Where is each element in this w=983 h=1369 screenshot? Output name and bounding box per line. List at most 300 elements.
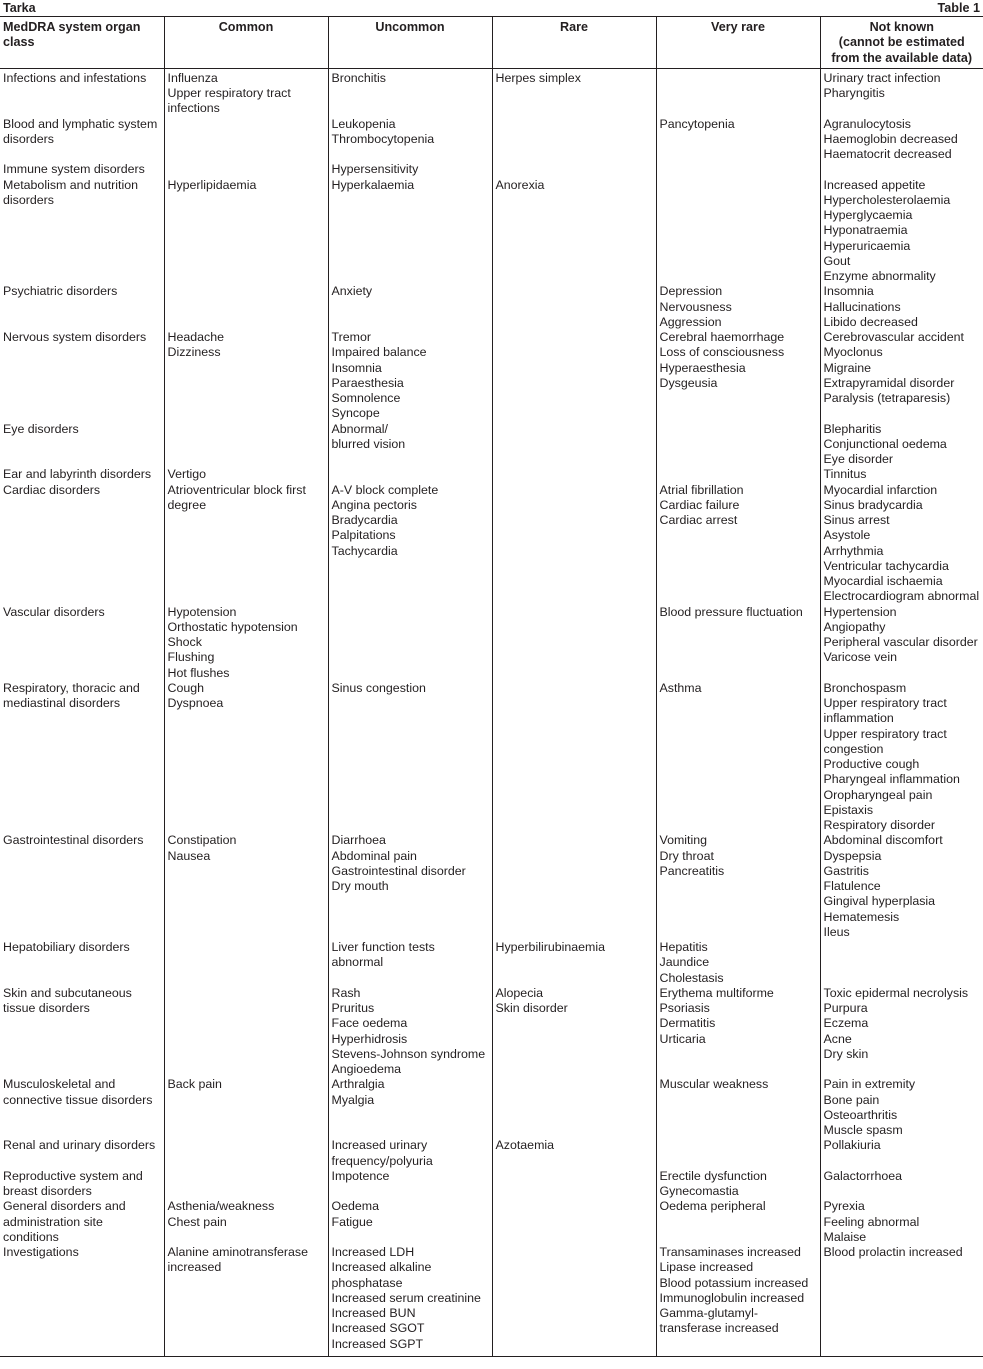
reaction-term: Nervousness [659,299,732,314]
reaction-term: Haemoglobin decreased [823,131,958,146]
product-name: Tarka [3,1,36,15]
reaction-term: Eye disorder [823,452,894,467]
reaction-term: Cardiac arrest [659,513,738,528]
soc-cell: Investigations [0,1245,164,1356]
reaction-term: Hyperuricaemia [823,238,911,253]
uncommon-cell [328,833,492,940]
table-header-row [0,17,983,68]
uncommon-cell [328,467,492,482]
table-number: Table 1 [937,1,980,15]
table-row [0,422,983,468]
not-known-cell [820,605,983,681]
uncommon-cell [328,1077,492,1138]
reaction-term: Respiratory disorder [823,818,936,833]
reaction-term: Acne [823,1031,852,1046]
reaction-term: Loss of consciousness [659,345,785,360]
reaction-term: Dry skin [823,1046,869,1061]
reaction-term: Oedema [331,1199,380,1214]
reaction-term: Fatigue [331,1214,373,1229]
reaction-term: Galactorrhoea [823,1168,903,1183]
rare-cell [492,605,656,681]
uncommon-cell [328,162,492,177]
table-row [0,467,983,482]
rare-cell [492,330,656,422]
not-known-cell [820,330,983,422]
reaction-term: Flushing [167,650,215,665]
reaction-term: Upper respiratory tract inflammation [823,696,947,726]
reaction-term: Atrioventricular block first degree [167,482,306,512]
uncommon-cell [328,605,492,681]
not-known-cell [820,117,983,163]
soc-cell: Eye disorders [0,422,164,468]
uncommon-cell [328,117,492,163]
reaction-term: Bronchospasm [823,680,907,695]
not-known-cell [820,986,983,1078]
reaction-term: Diarrhoea [331,833,386,848]
uncommon-cell [328,1199,492,1245]
reaction-term: Insomnia [331,360,382,375]
common-cell [164,1138,328,1169]
reaction-term: Muscular weakness [659,1077,769,1092]
reaction-term: Sinus bradycardia [823,497,923,512]
reaction-term: Urticaria [659,1031,706,1046]
rare-cell [492,117,656,163]
reaction-term: Abdominal pain [331,848,417,863]
reaction-term: Immunoglobulin increased [659,1290,805,1305]
column-header-rare: Rare [492,17,656,68]
soc-cell: Nervous system disorders [0,330,164,422]
reaction-term: Malaise [823,1229,867,1244]
reaction-term: Liver function tests abnormal [331,940,435,970]
soc-cell: Musculoskeletal and connective tissue disorders [0,1077,164,1138]
soc-cell: Immune system disorders [0,162,164,177]
soc-cell: Infections and infestations [0,68,164,116]
reaction-term: Hyperglycaemia [823,208,913,223]
uncommon-cell [328,940,492,986]
very-rare-cell [656,1199,820,1245]
column-header-not-known: Not known (cannot be estimated from the available data) [820,17,983,68]
table-row [0,605,983,681]
common-cell [164,284,328,330]
reaction-term: Hyperkalaemia [331,177,415,192]
reaction-term: Increased BUN [331,1306,416,1321]
reaction-term: Increased appetite [823,177,926,192]
not-known-cell [820,422,983,468]
reaction-term: A-V block complete [331,482,439,497]
reaction-term: Vertigo [167,467,207,482]
reaction-term: Somnolence [331,391,401,406]
not-known-cell [820,162,983,177]
reaction-term: Stevens-Johnson syndrome [331,1046,486,1061]
not-known-cell [820,833,983,940]
reaction-term: Eczema [823,1016,869,1031]
table-row [0,940,983,986]
reaction-term: Syncope [331,406,380,421]
reaction-term: Arrhythmia [823,543,884,558]
common-cell [164,1245,328,1356]
reaction-term: Blepharitis [823,421,882,436]
common-cell [164,162,328,177]
table-row [0,117,983,163]
not-known-cell [820,1077,983,1138]
very-rare-cell [656,986,820,1078]
reaction-term: Muscle spasm [823,1123,903,1138]
reaction-term: Libido decreased [823,314,918,329]
reaction-term: Cerebrovascular accident [823,330,964,345]
common-cell [164,605,328,681]
reaction-term: Toxic epidermal necrolysis [823,985,969,1000]
table-title-bar [0,0,983,17]
uncommon-cell [328,330,492,422]
reaction-term: Tinnitus [823,467,867,482]
reaction-term: Gamma-glutamyl-transferase increased [659,1306,779,1336]
rare-cell [492,1199,656,1245]
common-cell [164,940,328,986]
reaction-term: Pyrexia [823,1199,865,1214]
reaction-term: Gout [823,253,851,268]
reaction-term: Dyspepsia [823,848,882,863]
not-known-cell [820,483,983,605]
uncommon-cell [328,284,492,330]
reaction-term: Lipase increased [659,1260,754,1275]
reaction-term: Gastrointestinal disorder [331,863,466,878]
reaction-term: Alanine aminotransferase increased [167,1245,309,1275]
reaction-term: Upper respiratory tract congestion [823,726,947,756]
uncommon-cell [328,422,492,468]
reaction-term: Impotence [331,1168,390,1183]
reaction-term: Dry mouth [331,879,389,894]
reaction-term: Hyperlipidaemia [167,177,257,192]
uncommon-cell [328,1169,492,1200]
reaction-term: Asystole [823,528,871,543]
not-known-cell [820,1138,983,1169]
reaction-term: Pruritus [331,1001,375,1016]
reaction-term: Dizziness [167,345,221,360]
reaction-term: Anxiety [331,284,373,299]
reaction-term: Pancytopenia [659,116,735,131]
rare-cell [492,1245,656,1356]
uncommon-cell [328,681,492,834]
very-rare-cell [656,162,820,177]
reaction-term: Bradycardia [331,513,398,528]
not-known-cell [820,178,983,285]
reaction-term: Osteoarthritis [823,1107,898,1122]
rare-cell [492,467,656,482]
reaction-term: Abnormal/ blurred vision [331,421,406,451]
reaction-term: Herpes simplex [495,70,581,85]
uncommon-cell [328,178,492,285]
uncommon-cell [328,1138,492,1169]
common-cell [164,422,328,468]
very-rare-cell [656,681,820,834]
reaction-term: Angiopathy [823,619,886,634]
table-row [0,483,983,605]
column-header-very-rare: Very rare [656,17,820,68]
reaction-term: Erectile dysfunction [659,1168,767,1183]
rare-cell [492,1077,656,1138]
soc-cell: Renal and urinary disorders [0,1138,164,1169]
common-cell [164,467,328,482]
common-cell [164,986,328,1078]
reaction-term: Bronchitis [331,70,386,85]
rare-cell [492,986,656,1078]
not-known-cell [820,467,983,482]
very-rare-cell [656,68,820,116]
soc-cell: Psychiatric disorders [0,284,164,330]
soc-cell: Reproductive system and breast disorders [0,1169,164,1200]
table-row [0,833,983,940]
rare-cell [492,483,656,605]
reaction-term: Migraine [823,360,872,375]
reaction-term: Pancreatitis [659,863,725,878]
rare-cell [492,1169,656,1200]
reaction-term: Dysgeusia [659,375,718,390]
reaction-term: Increased alkaline phosphatase [331,1260,432,1290]
soc-cell: Respiratory, thoracic and mediastinal disorders [0,681,164,834]
reaction-term: Blood prolactin increased [823,1245,963,1260]
reaction-term: Electrocardiogram abnormal [823,589,980,604]
soc-cell: Ear and labyrinth disorders [0,467,164,482]
reaction-term: Myoclonus [823,345,883,360]
reaction-term: Alopecia [495,985,544,1000]
not-known-cell [820,940,983,986]
rare-cell [492,940,656,986]
reaction-term: Pharyngeal inflammation [823,772,960,787]
reaction-term: Paraesthesia [331,375,404,390]
reaction-term: Palpitations [331,528,396,543]
rare-cell [492,178,656,285]
soc-cell: Gastrointestinal disorders [0,833,164,940]
reaction-term: Blood potassium increased [659,1275,809,1290]
reaction-term: Influenza [167,70,218,85]
uncommon-cell [328,986,492,1078]
column-header-uncommon: Uncommon [328,17,492,68]
table-row [0,1245,983,1356]
reaction-term: Back pain [167,1077,222,1092]
common-cell [164,833,328,940]
rare-cell [492,1138,656,1169]
very-rare-cell [656,178,820,285]
adverse-reactions-table [0,17,983,1357]
soc-cell: General disorders and administration site conditions [0,1199,164,1245]
reaction-term: Upper respiratory tract infections [167,86,291,116]
reaction-term: Thrombocytopenia [331,131,435,146]
table-row [0,1077,983,1138]
reaction-term: Jaundice [659,955,710,970]
soc-cell: Vascular disorders [0,605,164,681]
reaction-term: Skin disorder [495,1001,568,1016]
reaction-term: Insomnia [823,284,874,299]
reaction-term: Flatulence [823,879,881,894]
reaction-term: Blood pressure fluctuation [659,604,803,619]
reaction-term: Hyperaesthesia [659,360,746,375]
uncommon-cell [328,1245,492,1356]
common-cell [164,330,328,422]
reaction-term: Urinary tract infection [823,70,941,85]
reaction-term: Hematemesis [823,909,900,924]
not-known-cell [820,1169,983,1200]
uncommon-cell [328,483,492,605]
reaction-term: Increased urinary frequency/polyuria [331,1138,433,1168]
reaction-term: Hypertension [823,604,897,619]
reaction-term: Haematocrit decreased [823,147,952,162]
rare-cell [492,422,656,468]
very-rare-cell [656,330,820,422]
reaction-term: Pain in extremity [823,1077,916,1092]
very-rare-cell [656,117,820,163]
not-known-cell [820,681,983,834]
reaction-term: Hyperhidrosis [331,1031,408,1046]
reaction-term: Purpura [823,1001,868,1016]
soc-cell: Hepatobiliary disorders [0,940,164,986]
table-row [0,1169,983,1200]
reaction-term: Sinus arrest [823,513,890,528]
reaction-term: Dyspnoea [167,696,224,711]
reaction-term: Hyponatraemia [823,223,908,238]
reaction-term: Hallucinations [823,299,901,314]
reaction-term: Hypotension [167,604,237,619]
very-rare-cell [656,1077,820,1138]
reaction-term: Oedema peripheral [659,1199,766,1214]
reaction-term: Dermatitis [659,1016,716,1031]
reaction-term: Arthralgia [331,1077,385,1092]
table-row [0,178,983,285]
reaction-term: Cholestasis [659,970,724,985]
reaction-term: Oropharyngeal pain [823,787,933,802]
reaction-term: Hot flushes [167,665,230,680]
reaction-term: Extrapyramidal disorder [823,375,955,390]
table-row [0,1199,983,1245]
common-cell [164,681,328,834]
rare-cell [492,833,656,940]
not-known-cell [820,1245,983,1356]
reaction-term: Increased SGOT [331,1321,425,1336]
very-rare-cell [656,284,820,330]
common-cell [164,483,328,605]
very-rare-cell [656,1245,820,1356]
reaction-term: Conjunctional oedema [823,436,947,451]
reaction-term: Shock [167,635,202,650]
reaction-term: Epistaxis [823,802,874,817]
reaction-term: Constipation [167,833,237,848]
reaction-term: Bone pain [823,1092,880,1107]
reaction-term: Peripheral vascular disorder [823,635,978,650]
table-row [0,330,983,422]
reaction-term: Asthma [659,680,702,695]
common-cell [164,1169,328,1200]
not-known-cell [820,1199,983,1245]
reaction-term: Anorexia [495,177,545,192]
reaction-term: Agranulocytosis [823,116,911,131]
reaction-term: Gynecomastia [659,1184,739,1199]
uncommon-cell [328,68,492,116]
not-known-cell [820,284,983,330]
table-row [0,68,983,116]
common-cell [164,68,328,116]
reaction-term: Psoriasis [659,1001,710,1016]
soc-cell: Metabolism and nutrition disorders [0,178,164,285]
rare-cell [492,681,656,834]
reaction-term: Hypercholesterolaemia [823,192,951,207]
reaction-term: Cerebral haemorrhage [659,330,785,345]
rare-cell [492,162,656,177]
reaction-term: Angina pectoris [331,497,417,512]
table-row [0,162,983,177]
column-header-soc: MedDRA system organ class [0,17,164,68]
reaction-term: Orthostatic hypotension [167,619,298,634]
reaction-term: Gingival hyperplasia [823,894,936,909]
reaction-term: Rash [331,985,361,1000]
reaction-term: Depression [659,284,723,299]
reaction-term: Increased serum creatinine [331,1290,481,1305]
reaction-term: Angioedema [331,1062,402,1077]
reaction-term: Dry throat [659,848,714,863]
very-rare-cell [656,1169,820,1200]
reaction-term: Atrial fibrillation [659,482,744,497]
rare-cell [492,284,656,330]
reaction-term: Asthenia/weakness [167,1199,275,1214]
reaction-term: Increased LDH [331,1245,415,1260]
reaction-term: Enzyme abnormality [823,269,936,284]
reaction-term: Myocardial ischaemia [823,574,943,589]
reaction-term: Face oedema [331,1016,408,1031]
very-rare-cell [656,605,820,681]
reaction-term: Vomiting [659,833,708,848]
soc-cell: Cardiac disorders [0,483,164,605]
reaction-term: Hypersensitivity [331,162,419,177]
reaction-term: Myalgia [331,1092,375,1107]
table-row [0,1138,983,1169]
common-cell [164,117,328,163]
common-cell [164,1077,328,1138]
soc-cell: Skin and subcutaneous tissue disorders [0,986,164,1078]
not-known-cell [820,68,983,116]
reaction-term: Azotaemia [495,1138,555,1153]
reaction-term: Leukopenia [331,116,396,131]
reaction-term: Abdominal discomfort [823,833,943,848]
reaction-term: Headache [167,330,224,345]
reaction-term: Gastritis [823,863,869,878]
very-rare-cell [656,483,820,605]
reaction-term: Hyperbilirubinaemia [495,940,606,955]
reaction-term: Productive cough [823,757,920,772]
reaction-term: Sinus congestion [331,680,426,695]
table-row [0,681,983,834]
reaction-term: Cardiac failure [659,497,740,512]
reaction-term: Hepatitis [659,940,708,955]
reaction-term: Increased SGPT [331,1336,424,1351]
reaction-term: Pharyngitis [823,86,885,101]
reaction-term: Nausea [167,848,211,863]
reaction-term: Paralysis (tetraparesis) [823,391,951,406]
reaction-term: Chest pain [167,1214,227,1229]
common-cell [164,178,328,285]
table-row [0,284,983,330]
column-header-common: Common [164,17,328,68]
reaction-term: Ventricular tachycardia [823,558,949,573]
reaction-term: Ileus [823,924,850,939]
very-rare-cell [656,940,820,986]
reaction-term: Transaminases increased [659,1245,801,1260]
reaction-term: Tremor [331,330,371,345]
very-rare-cell [656,422,820,468]
reaction-term: Impaired balance [331,345,427,360]
table-row [0,986,983,1078]
reaction-term: Cough [167,680,205,695]
reaction-term: Myocardial infarction [823,482,938,497]
very-rare-cell [656,1138,820,1169]
reaction-term: Aggression [659,314,722,329]
